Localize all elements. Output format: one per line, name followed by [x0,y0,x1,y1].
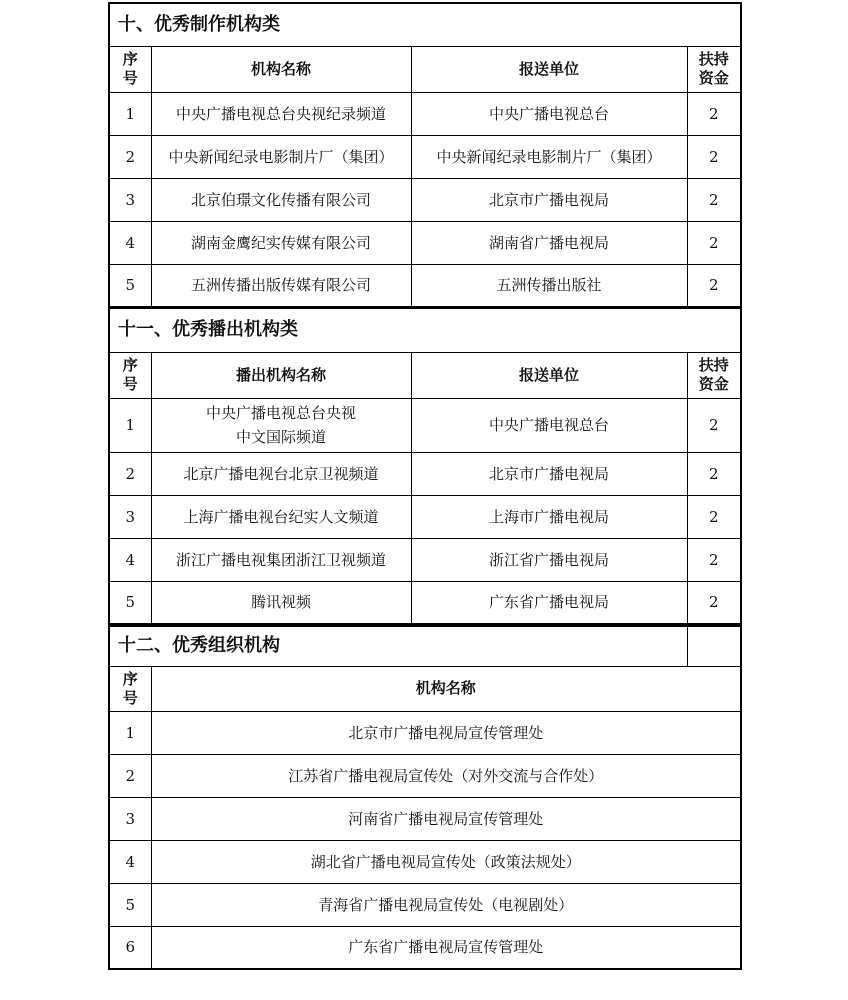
cell-support-fund: 2 [687,495,741,538]
empty-cell [687,626,741,666]
header-support-fund: 扶持 资金 [687,352,741,398]
cell-support-fund: 2 [687,92,741,135]
cell-submitting-unit: 北京市广播电视局 [411,452,687,495]
cell-submitting-unit: 广东省广播电视局 [411,581,687,624]
cell-submitting-unit: 五洲传播出版社 [411,264,687,307]
cell-serial-number: 1 [109,398,151,452]
cell-institution-name: 江苏省广播电视局宣传处（对外交流与合作处） [151,754,741,797]
table-row [109,398,741,452]
header-serial-number: 序 号 [109,352,151,398]
cell-support-fund: 2 [687,135,741,178]
header-submitting-unit: 报送单位 [411,46,687,92]
cell-submitting-unit: 中央广播电视总台 [411,92,687,135]
table-excellent-production-institutions [108,2,742,308]
table-excellent-broadcast-institutions [108,307,742,625]
cell-institution-name: 中央广播电视总台央视 中文国际频道 [151,398,411,452]
section-title-row [109,308,741,352]
header-row [109,46,741,92]
cell-institution-name: 湖南金鹰纪实传媒有限公司 [151,221,411,264]
cell-serial-number: 2 [109,135,151,178]
cell-institution-name: 中央新闻纪录电影制片厂（集团） [151,135,411,178]
cell-serial-number: 4 [109,840,151,883]
section-title-row [109,3,741,46]
header-institution-name: 机构名称 [151,46,411,92]
table-row [109,452,741,495]
cell-serial-number: 4 [109,221,151,264]
cell-support-fund: 2 [687,178,741,221]
header-institution-name: 机构名称 [151,666,741,711]
table-row [109,883,741,926]
cell-institution-name: 上海广播电视台纪实人文频道 [151,495,411,538]
cell-support-fund: 2 [687,221,741,264]
table-row [109,711,741,754]
header-broadcast-institution-name: 播出机构名称 [151,352,411,398]
section-title: 十二、优秀组织机构 [109,626,687,666]
cell-serial-number: 5 [109,581,151,624]
cell-serial-number: 2 [109,452,151,495]
cell-serial-number: 5 [109,883,151,926]
header-serial-number: 序 号 [109,46,151,92]
cell-serial-number: 6 [109,926,151,969]
cell-institution-name: 浙江广播电视集团浙江卫视频道 [151,538,411,581]
cell-institution-name: 中央广播电视总台央视纪录频道 [151,92,411,135]
cell-submitting-unit: 北京市广播电视局 [411,178,687,221]
table-row [109,264,741,307]
cell-institution-name: 青海省广播电视局宣传处（电视剧处） [151,883,741,926]
header-row [109,352,741,398]
cell-support-fund: 2 [687,264,741,307]
cell-serial-number: 3 [109,797,151,840]
section-title: 十一、优秀播出机构类 [109,308,741,352]
header-support-fund: 扶持 资金 [687,46,741,92]
header-serial-number: 序 号 [109,666,151,711]
table-row [109,926,741,969]
cell-institution-name: 五洲传播出版传媒有限公司 [151,264,411,307]
cell-institution-name: 广东省广播电视局宣传管理处 [151,926,741,969]
table-excellent-organizing-institutions [108,625,742,970]
cell-submitting-unit: 上海市广播电视局 [411,495,687,538]
section-title-row [109,626,741,666]
table-row [109,178,741,221]
cell-submitting-unit: 中央广播电视总台 [411,398,687,452]
cell-submitting-unit: 湖南省广播电视局 [411,221,687,264]
header-row [109,666,741,711]
table-row [109,135,741,178]
cell-submitting-unit: 中央新闻纪录电影制片厂（集团） [411,135,687,178]
cell-serial-number: 2 [109,754,151,797]
cell-serial-number: 1 [109,92,151,135]
table-row [109,840,741,883]
cell-institution-name: 北京广播电视台北京卫视频道 [151,452,411,495]
cell-serial-number: 4 [109,538,151,581]
cell-serial-number: 5 [109,264,151,307]
cell-institution-name: 河南省广播电视局宣传管理处 [151,797,741,840]
cell-submitting-unit: 浙江省广播电视局 [411,538,687,581]
cell-serial-number: 3 [109,495,151,538]
table-row [109,92,741,135]
cell-institution-name: 腾讯视频 [151,581,411,624]
cell-institution-name: 北京市广播电视局宣传管理处 [151,711,741,754]
cell-institution-name: 湖北省广播电视局宣传处（政策法规处） [151,840,741,883]
cell-support-fund: 2 [687,398,741,452]
cell-support-fund: 2 [687,581,741,624]
cell-serial-number: 3 [109,178,151,221]
table-row [109,754,741,797]
table-row [109,495,741,538]
section-title: 十、优秀制作机构类 [109,3,741,46]
table-row [109,221,741,264]
table-row [109,797,741,840]
table-row [109,581,741,624]
cell-serial-number: 1 [109,711,151,754]
header-submitting-unit: 报送单位 [411,352,687,398]
cell-institution-name: 北京伯璟文化传播有限公司 [151,178,411,221]
table-row [109,538,741,581]
cell-support-fund: 2 [687,538,741,581]
cell-support-fund: 2 [687,452,741,495]
